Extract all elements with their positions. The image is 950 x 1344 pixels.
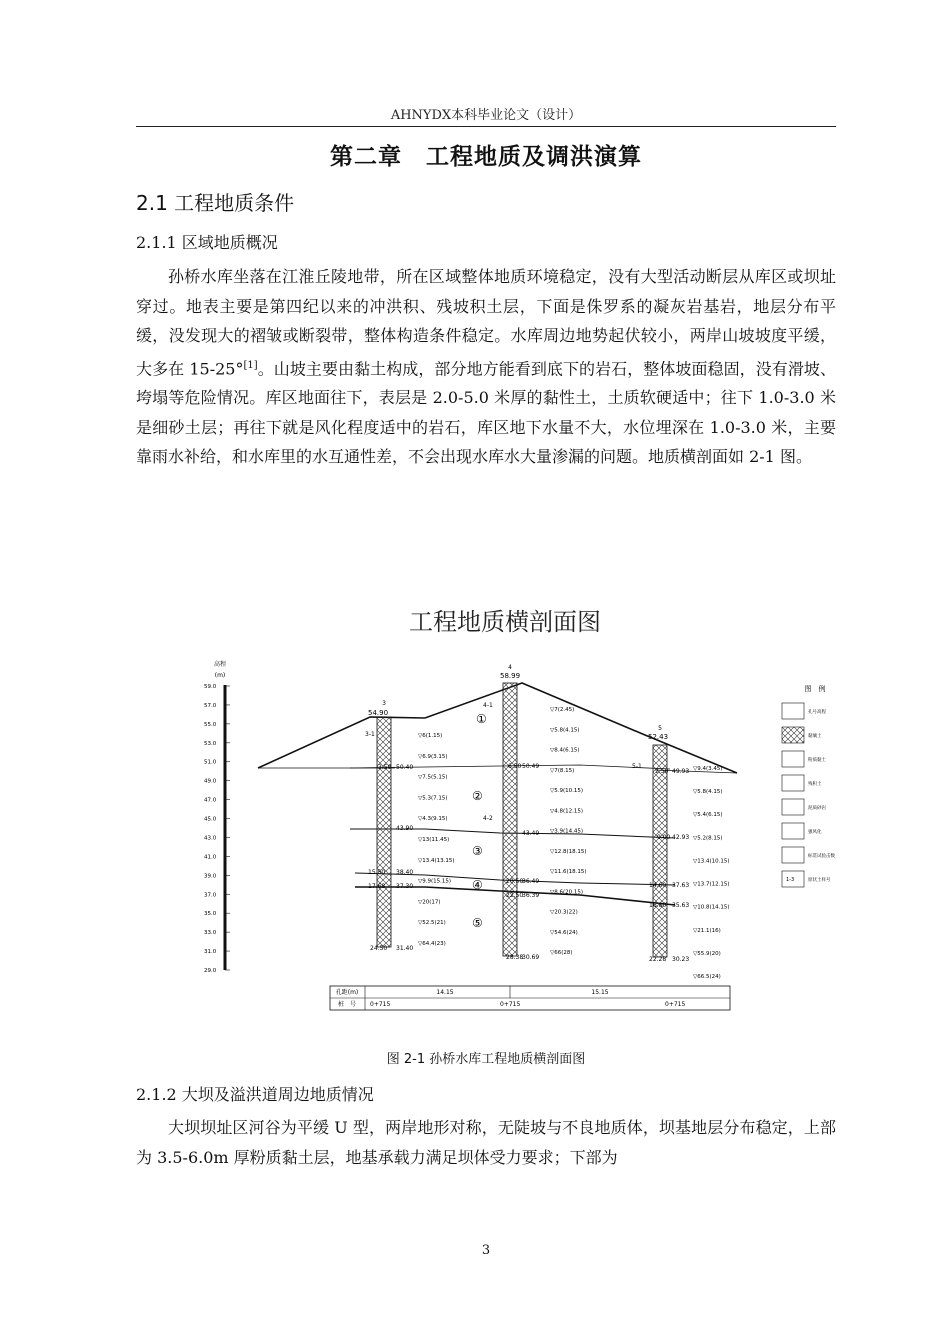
- figure-caption: 图 2-1 孙桥水库工程地质横剖面图: [386, 1052, 586, 1067]
- elevation-tick-label: 35.0: [204, 911, 217, 918]
- elevation-axis-label: 高程: [213, 661, 227, 668]
- spt-value: ▽3.9(14.45): [550, 828, 584, 835]
- layer-number: ⑤: [472, 916, 483, 930]
- figure-legend: [782, 684, 835, 887]
- spt-value: ▽5.9(10.15): [550, 788, 584, 794]
- paragraph-text-before-ref: 孙桥水库坐落在江淮丘陵地带，所在区域整体地质环境稳定，没有大型活动断层从库区或坝址穿过。地表主要是第四纪以来的冲洪积、残坡积土层，下面是侏罗系的凝灰岩基岩，地层分布平缓，没发现大的褶皱或断裂带，整体构造条件稳定。水库周边地势起伏较小，两岸山坡坡度平缓，大多在 15-25°: [136, 267, 836, 378]
- chapter-title: 第二章 工程地质及调洪演算: [330, 144, 642, 170]
- table-cell-distance: 15.15: [591, 989, 609, 996]
- legend-swatch: [782, 751, 804, 767]
- elevation-label: 37.30: [396, 883, 414, 890]
- elevation-label: 16.80: [649, 902, 667, 909]
- spt-value: ▽5.3(7.15): [418, 795, 448, 802]
- elevation-tick-label: 49.0: [204, 778, 217, 785]
- elevation-label: 9.00: [657, 834, 671, 841]
- legend-sample-code: 1-3: [786, 877, 795, 883]
- elevation-tick-label: 57.0: [204, 702, 217, 709]
- spt-value: ▽13.7(12.15): [693, 881, 730, 888]
- layer-number: ④: [472, 878, 483, 892]
- elevation-label: 35.63: [672, 902, 690, 909]
- legend-label: 标贯试验击数: [808, 854, 835, 859]
- legend-items: [782, 703, 835, 887]
- elevation-label: 42.93: [672, 834, 690, 841]
- paragraph-dam-geology: 大坝坝址区河谷为平缓 U 型，两岸地形对称，无陡坡与不良地质体，坝基地层分布稳定，上部为 3.5-6.0m 厚粉质黏土层，地基承载力满足坝体受力要求；下部为: [136, 1118, 836, 1167]
- spt-value: ▽10.8(14.15): [693, 904, 730, 911]
- legend-label: 粉质黏土: [808, 758, 826, 763]
- spt-value: ▽5.8(4.15): [693, 789, 723, 796]
- spt-value: ▽4.8(12.15): [550, 808, 584, 815]
- elevation-label: 30.69: [522, 954, 540, 961]
- elevation-tick-label: 41.0: [204, 854, 217, 861]
- spt-value: ▽11.6(18.15): [550, 869, 587, 875]
- legend-swatch: [782, 727, 804, 743]
- elevation-tick-label: 47.0: [204, 797, 217, 804]
- elevation-label: 36.39: [522, 892, 540, 899]
- borehole-id: 5: [658, 725, 662, 732]
- elevation-label: 43.90: [396, 825, 414, 832]
- legend-swatch: [782, 775, 804, 791]
- elevation-label: 50.40: [396, 764, 414, 771]
- spt-value: ▽9.4(3.45): [693, 766, 723, 772]
- page-header: AHNYDX本科毕业论文（设计）: [390, 108, 582, 123]
- layer-number: ③: [472, 844, 483, 858]
- subsection-title-dam: 2.1.2 大坝及溢洪道周边地质情况: [136, 1085, 374, 1104]
- spt-value: ▽7(8.15): [550, 767, 575, 774]
- borehole-top-elevation: 58.99: [500, 672, 521, 680]
- elevation-label: 38.40: [396, 869, 414, 876]
- elevation-label: 50.49: [522, 763, 540, 770]
- subsection-title-regional: 2.1.1 区域地质概况: [136, 233, 278, 252]
- elevation-label: 17.68: [368, 883, 386, 890]
- spt-value: ▽52.5(21): [418, 920, 446, 927]
- elevation-tick-label: 39.0: [204, 873, 217, 880]
- elevation-tick-label: 59.0: [204, 684, 217, 690]
- spt-value: ▽6.9(3.15): [418, 753, 448, 760]
- legend-swatch: [782, 823, 804, 839]
- spt-value: ▽8.6(20.15): [550, 889, 584, 896]
- spt-value: ▽66(28): [550, 950, 573, 956]
- table-row-label: 桩 号: [337, 1001, 357, 1008]
- elevation-tick-label: 51.0: [204, 759, 217, 766]
- elevation-label: 49.93: [672, 768, 690, 775]
- elevation-label: 2.50: [655, 768, 669, 775]
- elevation-label: 22.50: [506, 892, 524, 899]
- elevation-tick-label: 31.0: [204, 949, 217, 956]
- paragraph-regional-geology: [136, 262, 836, 472]
- borehole-top-elevation: 52.43: [648, 733, 669, 741]
- sample-label: 3-1: [365, 731, 375, 738]
- legend-label: 黏壤土: [808, 734, 822, 739]
- legend-label: 残积土: [808, 782, 822, 787]
- figure-title: 工程地质横剖面图: [409, 608, 601, 636]
- borehole-top-elevation: 54.90: [368, 709, 389, 717]
- spt-value: ▽13.4(10.15): [693, 858, 730, 865]
- spt-value: ▽54.6(24): [550, 929, 578, 936]
- elevation-label: 15.50: [368, 869, 386, 876]
- layer-number: ①: [476, 712, 487, 726]
- elevation-tick-label: 55.0: [204, 721, 217, 728]
- spt-value: ▽4.3(9.15): [418, 816, 448, 823]
- header-rule: [136, 126, 836, 127]
- spt-value: ▽20.3(22): [550, 909, 578, 916]
- spt-value: ▽5.4(6.15): [693, 812, 723, 819]
- elevation-tick-label: 29.0: [204, 968, 217, 974]
- spt-value: ▽12.8(18.15): [550, 848, 587, 855]
- reference-marker[interactable]: [1]: [243, 359, 258, 371]
- table-row-label: 孔距(m): [335, 989, 359, 996]
- elevation-tick-label: 43.0: [204, 835, 217, 842]
- paragraph-text-after-ref: 。山坡主要由黏土构成，部分地方能看到底下的岩石，整体坡面稳固，没有滑坡、垮塌等危险情况。库区地面往下，表层是 2.0-5.0 米厚的黏性土，土质软硬适中；往下 1.0-3.0 米是细砂土层；再往下就是风化程度适中的岩石，库区地下水量不大，水位埋深在 1.0-3.0 米，主要靠雨水补给，和水库里的水互通性差，不会出现水库水大量渗漏的问题。地质横剖面如 2-1 图。: [136, 358, 836, 467]
- elevation-tick-label: 45.0: [204, 816, 217, 823]
- legend-label: 泥质砂岩: [808, 806, 826, 811]
- table-cell-station: 0+715: [370, 1001, 391, 1008]
- layer-number: ②: [472, 789, 483, 803]
- sample-label: 5-1: [632, 763, 642, 770]
- spt-column-middle: [550, 707, 587, 956]
- elevation-labels: [368, 763, 689, 963]
- section-title: 2.1 工程地质条件: [136, 191, 295, 215]
- elevation-label: 24.50: [370, 945, 388, 952]
- sample-label: 4-1: [483, 702, 493, 709]
- distance-station-table: [330, 986, 730, 1010]
- spt-column-right: [693, 766, 730, 980]
- borehole-4: [500, 664, 520, 956]
- legend-swatch: [782, 799, 804, 815]
- elevation-label: 20.50: [506, 878, 524, 885]
- spt-value: ▽6(1.15): [418, 733, 443, 739]
- elevation-label: 28.38: [506, 954, 524, 961]
- elevation-label: 31.40: [396, 945, 414, 952]
- spt-value: ▽7(2.45): [550, 707, 575, 713]
- spt-value: ▽20(17): [418, 899, 441, 906]
- elevation-tick-label: 33.0: [204, 930, 217, 937]
- spt-value: ▽5.2(8.15): [693, 835, 723, 842]
- elevation-label: 43.49: [522, 830, 540, 837]
- borehole-5: [648, 725, 668, 957]
- spt-column-left: [418, 733, 455, 947]
- spt-value: ▽5.8(4.15): [550, 727, 580, 734]
- spt-value: ▽13(11.45): [418, 837, 450, 843]
- elevation-label: 37.63: [672, 882, 690, 889]
- legend-label: 孔号高程: [808, 710, 826, 715]
- elevation-tick-label: 37.0: [204, 892, 217, 899]
- spt-value: ▽9.9(15.15): [418, 878, 452, 885]
- table-cell-station: 0+715: [665, 1001, 686, 1008]
- spt-value: ▽13.4(13.15): [418, 857, 455, 864]
- spt-value: ▽55.9(20): [693, 950, 721, 957]
- table-cell-station: 0+715: [500, 1001, 521, 1008]
- elevation-label: 22.28: [649, 956, 667, 963]
- geologic-cross-section-figure: [200, 595, 840, 1015]
- elevation-tick-label: 53.0: [204, 740, 217, 747]
- elevation-label: 36.49: [522, 878, 540, 885]
- elevation-axis-unit: (m): [214, 672, 226, 679]
- spt-value: ▽66.5(24): [693, 974, 721, 980]
- spt-value: ▽7.5(5.15): [418, 774, 448, 781]
- legend-title: 图 例: [804, 685, 826, 693]
- table-cell-distance: 14.15: [436, 989, 454, 996]
- page-number: 3: [481, 1243, 491, 1258]
- spt-value: ▽64.4(23): [418, 941, 446, 947]
- legend-swatch: [782, 703, 804, 719]
- spt-value: ▽21.1(16): [693, 927, 721, 934]
- sample-label: 4-2: [483, 815, 493, 822]
- legend-swatch: [782, 847, 804, 863]
- elevation-label: 30.23: [672, 956, 690, 963]
- borehole-id: 4: [508, 664, 512, 671]
- elevation-label: 14.60: [649, 882, 667, 889]
- legend-label: 强风化: [808, 830, 822, 835]
- borehole-id: 3: [382, 700, 386, 707]
- spt-value: ▽8.4(6.15): [550, 747, 580, 754]
- elevation-label: 6.50: [508, 763, 522, 770]
- legend-label: 原状土样号: [808, 878, 831, 883]
- elevation-label: 3.50: [378, 764, 392, 771]
